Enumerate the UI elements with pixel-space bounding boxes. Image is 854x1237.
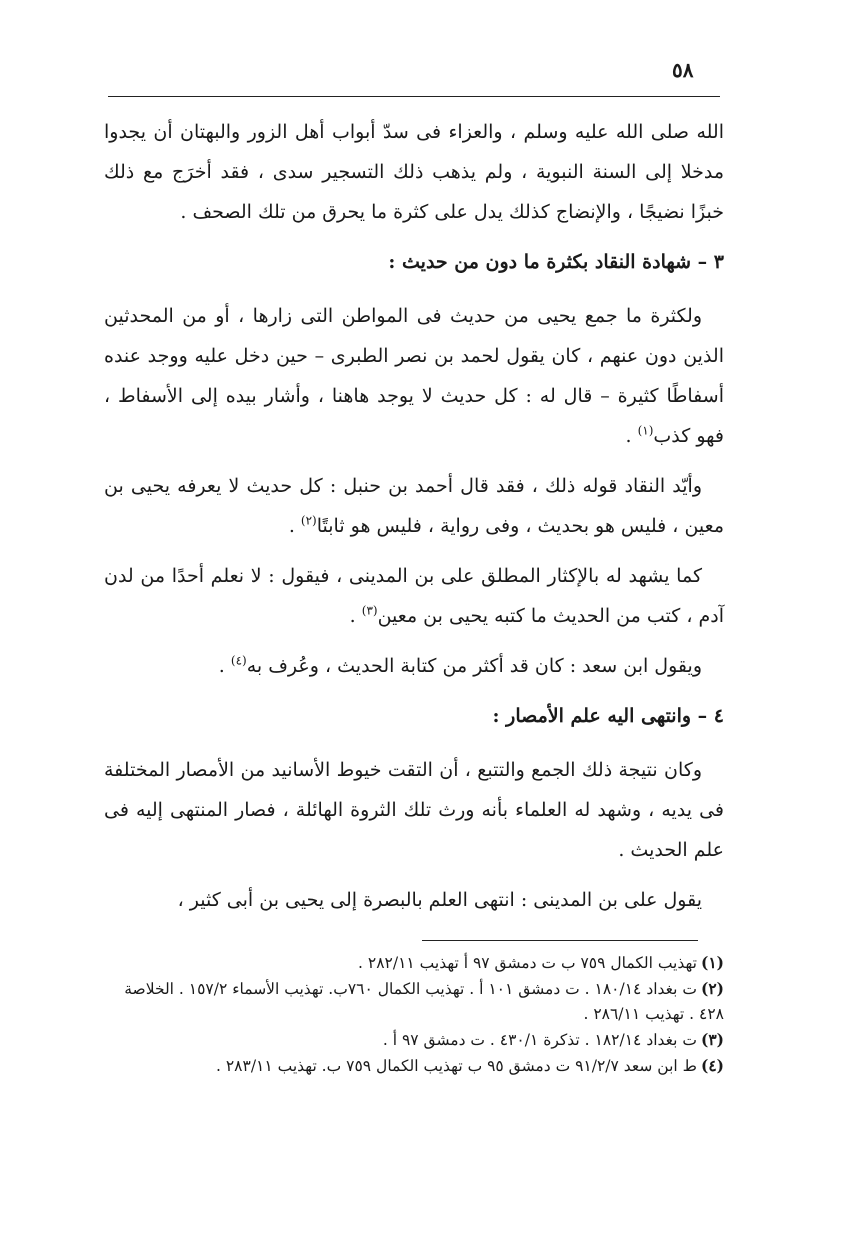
footnote-ref: (١) [637, 423, 654, 438]
header-rule [108, 96, 720, 97]
paragraph-continuation: الله صلى الله عليه وسلم ، والعزاء فى سدّ أبواب أهل الزور والبهتان أن يجدوا مدخلا إلى السنة النبوية ، ولم يذهب ذلك التسجير سدى ، فقد أخرَج مع ذلك خبزًا نضيجًا ، والإنضاج كذلك يدل على كثرة ما يحرق من تلك الصحف . [104, 121, 724, 223]
page-number: ٥٨ [672, 58, 694, 82]
paragraph-text: وأيّد النقاد قوله ذلك ، فقد قال أحمد بن حنبل : كل حديث لا يعرفه يحيى بن معين ، فليس هو بحديث ، وفى رواية ، فليس هو ثابتًا [104, 475, 724, 537]
footnote-number: (١) [700, 953, 724, 972]
footnote-rule [422, 940, 698, 941]
footnote-text: ط ابن سعد ٩١/٢/٧ ت دمشق ٩٥ ب تهذيب الكمال ٧٥٩ ب. تهذيب ٢٨٣/١١ . [215, 1057, 697, 1075]
section-heading-3: ٣ – شهادة النقاد بكثرة ما دون من حديث : [388, 251, 724, 273]
paragraph: وكان نتيجة ذلك الجمع والتتبع ، أن التقت خيوط الأسانيد من الأمصار المختلفة فى يديه ، وشهد له العلماء بأنه ورث تلك الثروة الهائلة ، فصار المنتهى إليه فى علم الحديث . [104, 759, 724, 861]
paragraph: يقول على بن المدينى : انتهى العلم بالبصرة إلى يحيى بن أبى كثير ، [177, 889, 702, 911]
paragraph-text: ويقول ابن سعد : كان قد أكثر من كتابة الحديث ، وعُرف به [246, 655, 702, 677]
footnote-text: تهذيب الكمال ٧٥٩ ب ت دمشق ٩٧ أ تهذيب ٢٨٢/١١ . [358, 954, 697, 972]
paragraph: ويقول ابن سعد : كان قد أكثر من كتابة الحديث ، وعُرف به$^{(٤)}$ . [218, 653, 702, 677]
footnote-text: ت بغداد ١٨٠/١٤ . ت دمشق ١٠١ أ . تهذيب الكمال ٧٦٠ب. تهذيب الأسماء ١٥٧/٢ . الخلاصة ٤٢٨ . تهذيب ٢٨٦/١١ . [124, 980, 724, 1023]
footnote [104, 976, 724, 1027]
footnote-text: ت بغداد ١٨٢/١٤ . تذكرة ٤٣٠/١ . ت دمشق ٩٧ أ . [382, 1031, 697, 1049]
paragraph: وأيّد النقاد قوله ذلك ، فقد قال أحمد بن حنبل : كل حديث لا يعرفه يحيى بن معين ، فليس هو بحديث ، وفى رواية ، فليس هو ثابتًا$^{(٢)}$ . [104, 475, 724, 537]
footnote-ref: (٢) [300, 513, 317, 528]
section-heading-4: ٤ – وانتهى اليه علم الأمصار : [492, 705, 724, 727]
paragraph: كما يشهد له بالإكثار المطلق على بن المدينى ، فيقول : لا نعلم أحدًا من لدن آدم ، كتب من الحديث ما كتبه يحيى بن معين$^{(٣)}$ . [104, 565, 724, 627]
footnote-ref: (٤) [230, 653, 247, 668]
footnote-number: (٢) [700, 979, 724, 998]
page-body [104, 112, 724, 930]
footnote [104, 1027, 724, 1053]
footnote [104, 950, 724, 976]
paragraph-text: ولكثرة ما جمع يحيى من حديث فى المواطن التى زارها ، أو من المحدثين الذين دون عنهم ، كان يقول لحمد بن نصر الطبرى – حين دخل عليه ووجد عنده أسفاطًا كثيرة – قال له : كل حديث لا يوجد هاهنا ، وأشار بيده إلى الأسفاط ، فهو كذب [104, 305, 724, 447]
footnote-ref: (٣) [361, 603, 378, 618]
footnote [104, 1053, 724, 1079]
paragraph-text: كما يشهد له بالإكثار المطلق على بن المدينى ، فيقول : لا نعلم أحدًا من لدن آدم ، كتب من الحديث ما كتبه يحيى بن معين [104, 565, 724, 627]
footnotes [104, 950, 724, 1079]
footnote-number: (٣) [700, 1030, 724, 1049]
paragraph: ولكثرة ما جمع يحيى من حديث فى المواطن التى زارها ، أو من المحدثين الذين دون عنهم ، كان يقول لحمد بن نصر الطبرى – حين دخل عليه ووجد عنده أسفاطًا كثيرة – قال له : كل حديث لا يوجد هاهنا ، وأشار بيده إلى الأسفاط ، فهو كذب$^{(١)}$ . [104, 305, 724, 447]
footnote-number: (٤) [700, 1056, 724, 1075]
